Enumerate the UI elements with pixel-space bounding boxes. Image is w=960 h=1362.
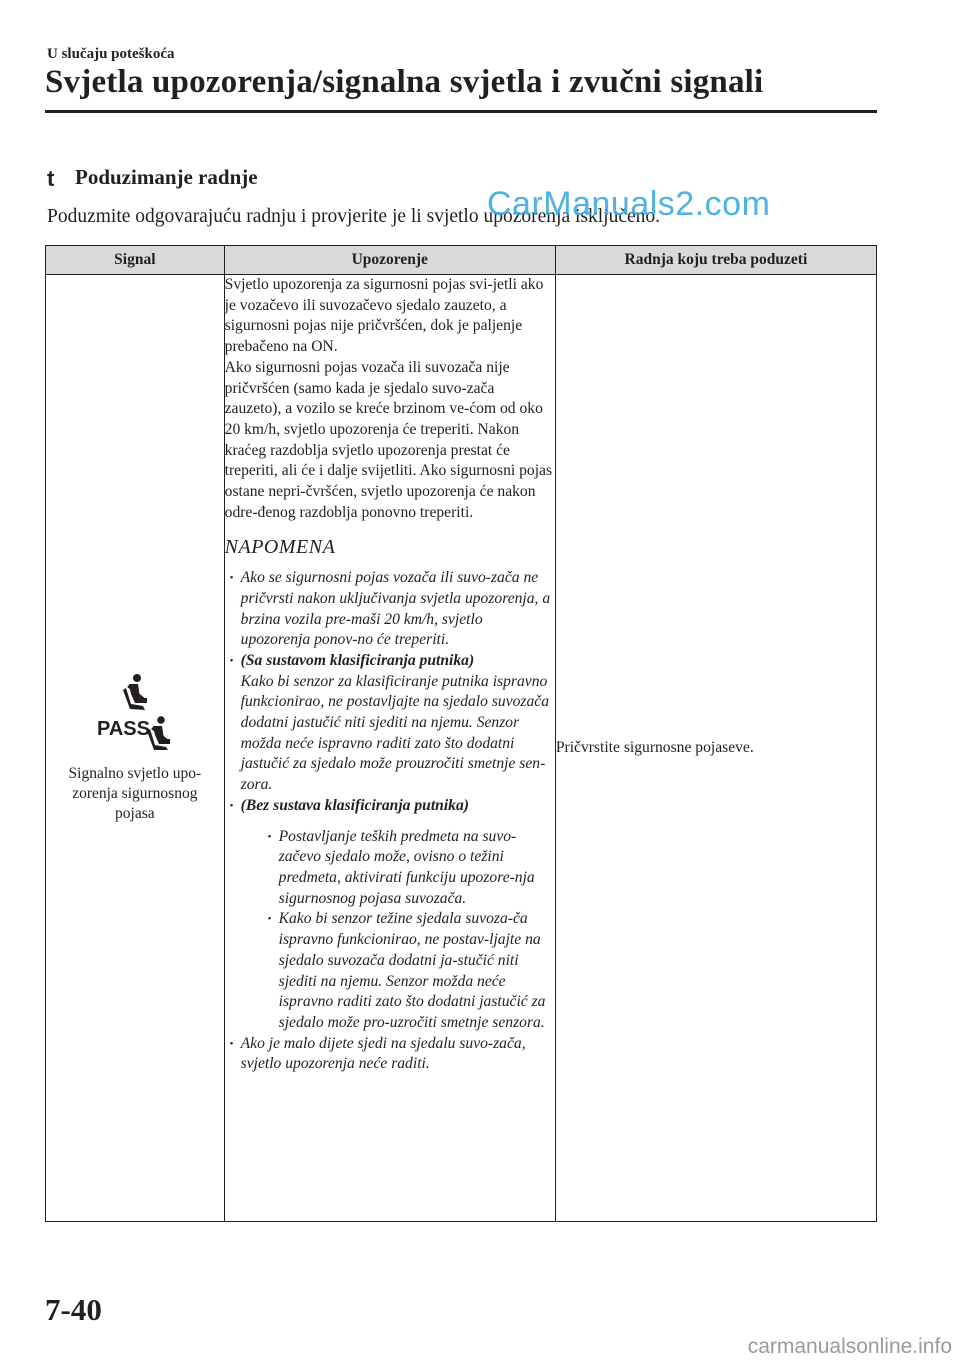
section-marker: t <box>47 166 55 191</box>
section-heading: Poduzimanje radnje <box>75 165 258 189</box>
watermark-logo: CarManuals2.com <box>487 185 771 223</box>
action-cell: Pričvrstite sigurnosne pojaseve. <box>555 275 876 1222</box>
warning-cell <box>224 275 555 1222</box>
note-item <box>225 651 555 796</box>
page-title: Svjetla upozorenja/signalna svjetla i zvučni signali <box>45 64 764 100</box>
note-item <box>225 796 555 1034</box>
header-warning: Upozorenje <box>224 246 555 275</box>
signal-label: Signalno svjetlo upo-zorenja sigurnosnog pojasa <box>68 765 202 822</box>
seatbelt-warning-icon <box>95 672 175 750</box>
note-item-heading: (Sa sustavom klasificiranja putnika) <box>240 651 475 669</box>
chapter-label: U slučaju poteškoća <box>47 46 175 62</box>
note-sublist <box>241 827 555 1034</box>
header-action: Radnja koju treba poduzeti <box>555 246 876 275</box>
warning-paragraph-2: Ako sigurnosni pojas vozača ili suvozača nije pričvršćen (samo kada je sjedalo suvo-zača zauzeto), a vozilo se kreće brzinom ve-ćom od oko 20 km/h, svjetlo upozorenja će treperiti. Nakon kraćeg razdoblja svjetlo upozorenja prestat će treperiti, ali će i dalje svijetliti. Ako sigurnosni pojas ostane nepri-čvršćen, svjetlo upozorenja će nakon odre-đenog razdoblja ponovno treperiti. <box>224 358 553 521</box>
title-rule <box>45 110 877 113</box>
note-list <box>225 568 555 1075</box>
signal-cell <box>46 275 225 1222</box>
table-header-row <box>46 246 877 275</box>
footer-watermark: carmanualsonline.info <box>747 1335 952 1358</box>
note-item-text: Kako bi senzor za klasificiranje putnika ispravno funkcionirao, ne postavljajte na sjedalo suvozača dodatni jastučić niti sjediti na njemu. Senzor možda neće ispravno raditi zato što dodatni jastučić za sjedalo može prouzročiti smetnje sen-zora. <box>240 672 550 794</box>
header-signal: Signal <box>46 246 225 275</box>
pass-icon-text: PASS <box>96 718 150 740</box>
note-item: • Ako je malo dijete sjedi na sjedalu suvo-zača, svjetlo upozorenja neće raditi. <box>225 1034 555 1075</box>
page-number: 7-40 <box>45 1292 102 1327</box>
warning-paragraph-1: Svjetlo upozorenja za sigurnosni pojas svi-jetli ako je vozačevo ili suvozačevo sjedalo zauzeto, a sigurnosni pojas nije pričvršćen, dok je paljenje prebačeno na ON. <box>224 276 544 356</box>
note-title: NAPOMENA <box>224 536 336 559</box>
note-item-heading: (Bez sustava klasificiranja putnika) <box>240 796 469 814</box>
note-item: • Ako se sigurnosni pojas vozača ili suvo-zača ne pričvrsti nakon uključivanja svjetla upozorenja, a brzina vozila pre-maši 20 km/h, svjetlo upozorenja ponov-no će treperiti. <box>225 568 555 651</box>
warning-table <box>45 245 877 1222</box>
note-subitem: • Kako bi senzor težine sjedala suvoza-ča ispravno funkcionirao, ne postav-ljajte na sjedalo suvozača dodatni ja-stučić niti sjediti na njemu. Senzor možda neće ispravno raditi zato što dodatni jastučić za sjedalo može pro-uzročiti smetnje senzora. <box>241 909 555 1033</box>
table-row <box>46 275 877 1222</box>
intro-text: Poduzmite odgovarajuću radnju i provjerite je li svjetlo upozorenja isključeno. <box>47 206 661 227</box>
note-subitem: • Postavljanje teških predmeta na suvo-začevo sjedalo može, ovisno o težini predmeta, aktivirati funkciju upozore-nja sigurnosnog pojasa suvozača. <box>241 827 555 910</box>
